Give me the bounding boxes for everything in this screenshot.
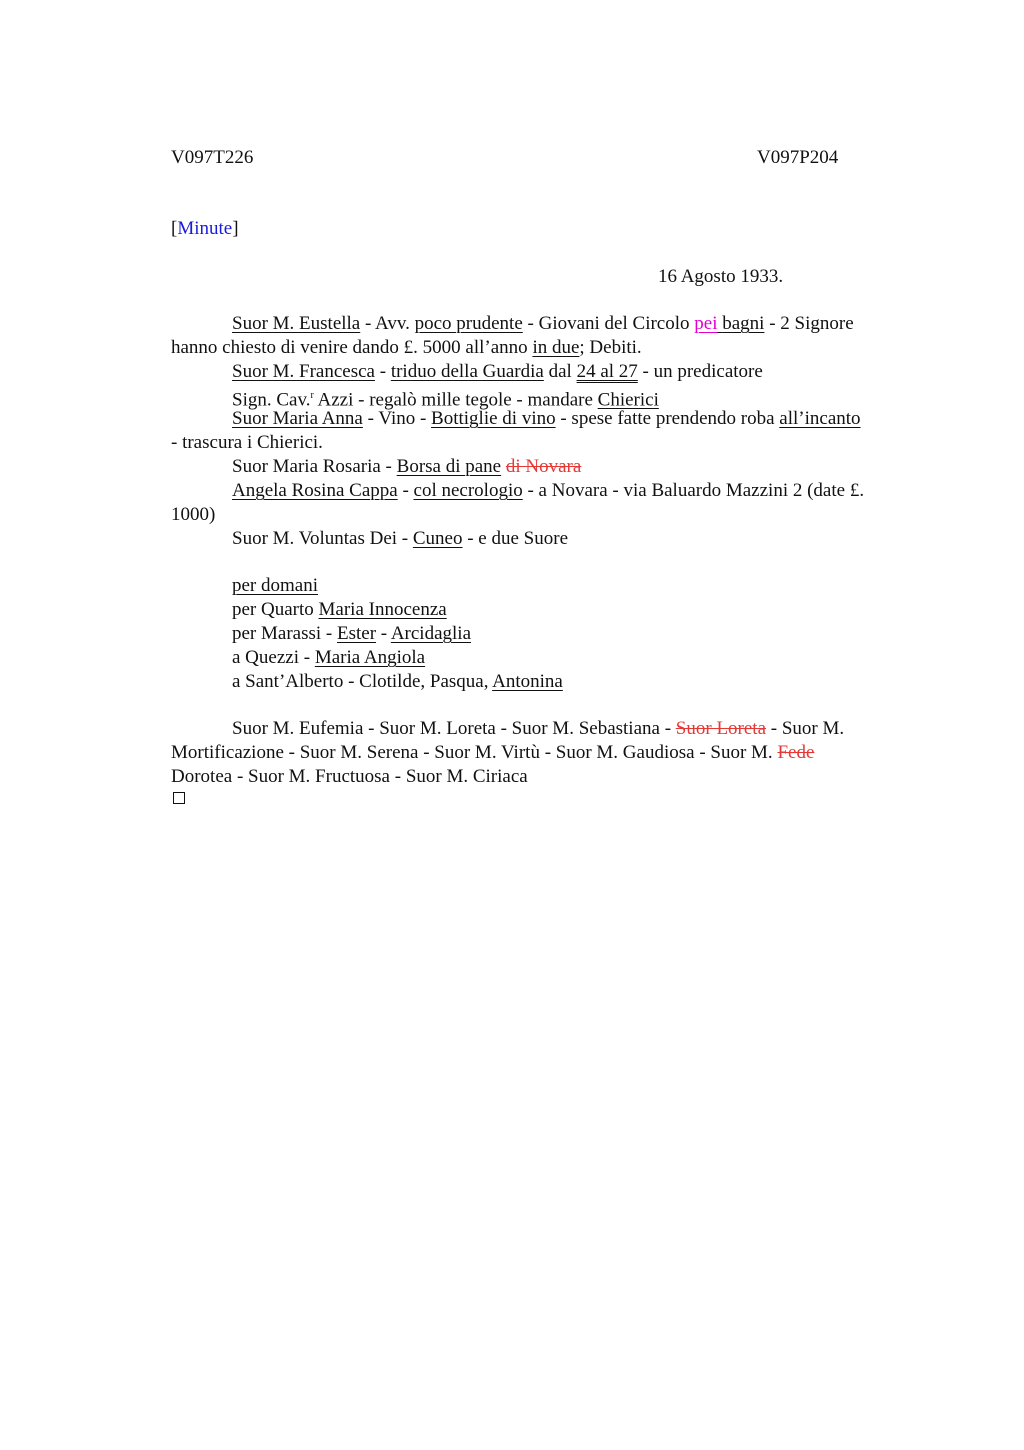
entry-text: -	[397, 480, 414, 501]
entry-underlined: Antonina	[492, 671, 563, 692]
entry-underlined: Arcidaglia	[390, 623, 472, 644]
entry-underlined: bagni	[722, 313, 765, 334]
struck-text: di Novara	[505, 456, 582, 477]
entry-francesca	[232, 360, 763, 384]
struck-text: Suor Loreta	[675, 718, 767, 739]
entry-underlined: Ester	[337, 623, 377, 644]
entry-rosaria	[232, 455, 581, 479]
entry-text: Sign. Cav.	[232, 389, 311, 411]
superscript: r	[310, 390, 314, 401]
entry-text: per Quarto	[232, 599, 319, 620]
struck-text: Fede	[777, 742, 815, 763]
entry-underlined: triduo della Guardia	[390, 361, 544, 382]
entry-voluntas	[232, 527, 568, 551]
entry-underlined: poco prudente	[414, 313, 523, 334]
entry-text: -	[376, 623, 391, 644]
entry-underlined: Borsa di pane	[396, 456, 502, 477]
entry-cappa-cont: 1000)	[171, 504, 216, 525]
entry-name: Suor Maria Anna	[232, 408, 363, 429]
document-code-right: V097P204	[757, 147, 839, 168]
entry-underlined: in due	[532, 337, 580, 358]
document-date: 16 Agosto 1933.	[658, 266, 784, 287]
sisters-line-3: Dorotea - Suor M. Fructuosa - Suor M. Ciriaca	[171, 766, 528, 787]
entry-text: Azzi - regalò mille tegole - mandare	[313, 389, 598, 411]
entry-underlined: Maria Angiola	[314, 647, 426, 668]
entry-text: hanno chiesto di venire dando £. 5000 all’anno	[171, 337, 533, 358]
bracket-open: [	[171, 218, 178, 239]
entry-text: - Vino -	[362, 408, 432, 429]
entry-text: - e due Suore	[462, 528, 569, 549]
entry-anna-cont: - trascura i Chierici.	[171, 432, 323, 453]
entry-name: Suor M. Eustella	[232, 313, 361, 334]
entry-underlined: col necrologio	[413, 480, 523, 501]
entry-text: Mortificazione - Suor M. Serena - Suor M. Virtù - Suor M. Gaudiosa - Suor M.	[171, 742, 778, 763]
entry-eustella-cont	[171, 336, 642, 360]
entry-name: Suor M. Francesca	[232, 361, 375, 382]
end-marker-box-icon	[173, 792, 185, 804]
tomorrow-marassi	[232, 622, 471, 646]
entry-text: Suor M. Voluntas Dei -	[232, 528, 413, 549]
tomorrow-santalberto	[232, 670, 563, 694]
document-code-left: V097T226	[171, 147, 254, 168]
inserted-word: pei	[694, 313, 718, 334]
entry-underlined: Maria Innocenza	[318, 599, 447, 620]
tomorrow-quezzi	[232, 646, 425, 670]
entry-double-underlined: 24 al 27	[576, 361, 638, 382]
entry-text: - Avv.	[360, 313, 415, 334]
entry-text: dal	[543, 361, 577, 382]
tomorrow-quarto	[232, 598, 447, 622]
entry-text: -	[375, 361, 391, 382]
entry-eustella	[232, 312, 854, 336]
entry-underlined: Cuneo	[412, 528, 463, 549]
entry-underlined: Chierici	[597, 389, 659, 411]
entry-text: - 2 Signore	[764, 313, 854, 334]
entry-anna	[232, 407, 861, 431]
entry-text: - Giovani del Circolo	[522, 313, 695, 334]
entry-name: Angela Rosina Cappa	[232, 480, 398, 501]
bracket-close: ]	[232, 218, 239, 239]
section-label-text: Minute	[177, 218, 233, 239]
entry-cappa	[232, 479, 864, 503]
entry-text: Suor Maria Rosaria -	[232, 456, 397, 477]
entry-text: ; Debiti.	[579, 337, 642, 358]
section-label	[171, 217, 239, 241]
entry-underlined: all’incanto	[779, 408, 861, 429]
entry-text: a Quezzi -	[232, 647, 315, 668]
entry-text: - un predicatore	[637, 361, 763, 382]
entry-text: - Suor M.	[766, 718, 845, 739]
sisters-line-1	[232, 717, 844, 741]
entry-text: - spese fatte prendendo roba	[555, 408, 780, 429]
sisters-line-2	[171, 741, 814, 765]
entry-text: - a Novara - via Baluardo Mazzini 2 (date £.	[522, 480, 865, 501]
entry-text: a Sant’Alberto - Clotilde, Pasqua,	[232, 671, 493, 692]
entry-text: per Marassi -	[232, 623, 337, 644]
entry-underlined: Bottiglie di vino	[431, 408, 556, 429]
entry-text: Suor M. Eufemia - Suor M. Loreta - Suor M. Sebastiana -	[232, 718, 676, 739]
tomorrow-heading: per domani	[232, 575, 319, 596]
